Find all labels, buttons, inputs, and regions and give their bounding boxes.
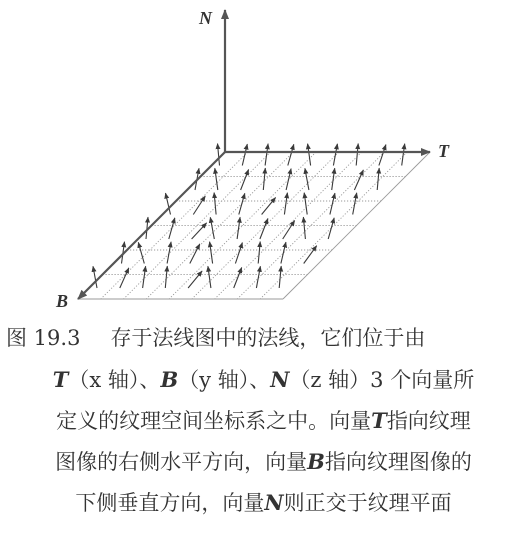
- grid-column-line: [101, 152, 248, 299]
- grid-column-line: [146, 152, 293, 299]
- normal-arrow: [281, 242, 286, 263]
- normal-arrow: [263, 168, 265, 190]
- normal-arrow: [328, 218, 334, 239]
- figure-number: 图 19.3: [6, 326, 81, 350]
- normal-arrow: [214, 193, 216, 215]
- normal-arrow: [237, 217, 240, 239]
- caption-line-1-text: 存于法线图中的法线，它们位于由: [110, 326, 426, 350]
- normal-arrow: [279, 266, 281, 288]
- normal-arrow: [284, 193, 287, 215]
- normal-arrow: [210, 217, 214, 239]
- caption-line-3-after: 指向纹理: [386, 409, 471, 433]
- figure-caption: [0, 318, 527, 523]
- normal-arrow: [377, 168, 379, 190]
- normal-arrow: [242, 144, 247, 165]
- normal-arrow: [308, 144, 311, 166]
- normal-vectors: [93, 144, 405, 288]
- normal-arrow: [165, 266, 167, 288]
- normal-arrow: [258, 242, 260, 264]
- n-vector-symbol-2: N: [264, 490, 284, 515]
- b-axis-label: B: [56, 291, 69, 311]
- normal-arrow: [379, 145, 386, 166]
- normal-arrow: [256, 266, 260, 288]
- normal-arrow: [262, 198, 276, 215]
- caption-line-3-before: 定义的纹理空间坐标系之中。向量: [56, 409, 372, 433]
- normal-arrow: [218, 144, 220, 166]
- n-vector-symbol: N: [270, 367, 290, 392]
- normal-arrow: [234, 268, 242, 289]
- t-axis-description: （x 轴）、: [68, 368, 161, 392]
- normal-arrow: [193, 196, 205, 215]
- caption-line-5: [0, 482, 527, 523]
- normal-arrow: [120, 268, 129, 288]
- normal-arrow: [210, 242, 213, 264]
- grid-column-line: [215, 152, 362, 299]
- caption-line-5-after: 则正交于纹理平面: [283, 491, 452, 515]
- b-vector-symbol-2: B: [307, 449, 325, 474]
- normal-arrow: [286, 169, 291, 190]
- caption-line-3: [0, 400, 527, 441]
- caption-line-4: [0, 441, 527, 482]
- texture-plane-grid: [78, 152, 430, 299]
- normal-arrow: [215, 168, 218, 190]
- t-vector-symbol-2: T: [371, 408, 387, 433]
- n-axis-label: N: [199, 8, 212, 28]
- caption-line-4-after: 指向纹理图像的: [324, 450, 472, 474]
- normal-arrow: [169, 218, 175, 239]
- normal-arrow: [330, 193, 335, 214]
- caption-line-5-before: 下侧垂直方向，向量: [75, 491, 265, 515]
- normal-arrow: [356, 144, 358, 166]
- normal-arrow: [208, 266, 211, 288]
- normal-arrow: [332, 168, 335, 190]
- normal-arrow: [239, 193, 245, 214]
- normal-arrow: [303, 217, 305, 239]
- caption-line-2: [0, 359, 527, 400]
- t-axis-label: T: [438, 141, 449, 161]
- normal-arrow: [241, 170, 249, 191]
- caption-line-4-before: 图像的右侧水平方向，向量: [55, 450, 308, 474]
- b-axis-description: （y 轴）、: [178, 368, 271, 392]
- caption-line-1: [0, 318, 527, 359]
- normal-arrow: [235, 243, 242, 264]
- normal-arrow: [260, 219, 268, 240]
- b-vector-symbol: B: [160, 367, 179, 392]
- normal-arrow: [283, 221, 295, 240]
- normal-arrow: [354, 170, 363, 190]
- normal-arrow: [304, 193, 307, 215]
- t-vector-symbol: T: [52, 367, 69, 392]
- normal-arrow: [288, 144, 294, 165]
- normal-arrow: [304, 246, 317, 264]
- normal-arrow: [305, 168, 309, 190]
- n-axis-description: （z 轴）3 个向量所: [289, 368, 475, 392]
